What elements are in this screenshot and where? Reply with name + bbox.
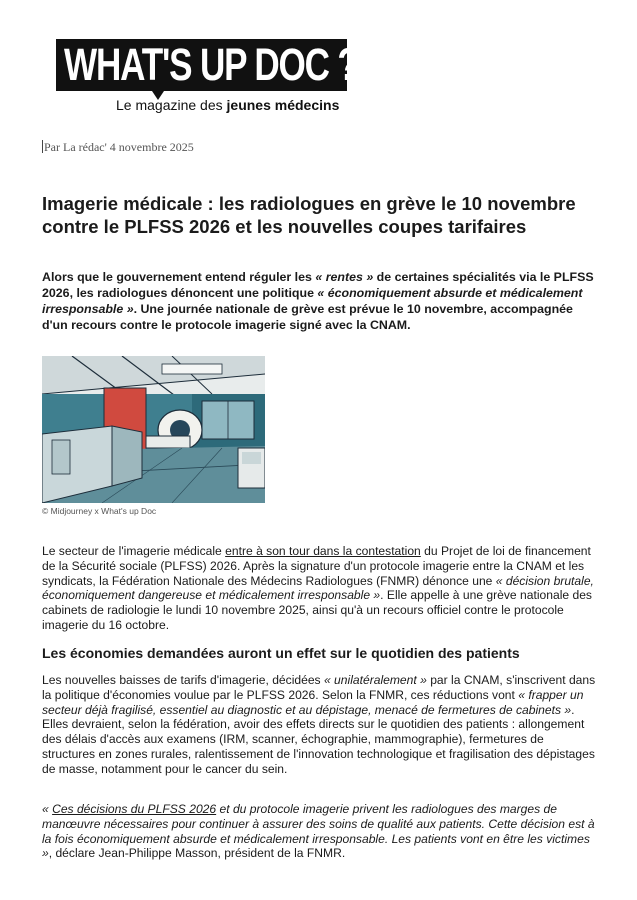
plfss-link[interactable]: Ces décisions du PLFSS 2026	[52, 802, 217, 816]
tagline-prefix: Le magazine des	[116, 97, 227, 113]
article-paragraph-1: Le secteur de l'imagerie médicale entre à son tour dans la contestation du Projet de loi de financement de la Sécurité sociale (PLFSS) 2026. Après la signature d'un protocole imagerie entre la CNAM et les syndicats, la Fédération Nationale des Médecins Radiologues (FNMR) dénonce une « décision brutale, économiquement dangereuse et médicalement irresponsable ». Elle appelle à une grève nationale des cabinets de radiologie le lundi 10 novembre 2025, ainsi qu'à un recours officiel contre le protocole imagerie du 16 octobre.	[42, 544, 594, 632]
tagline-bold: jeunes médecins	[226, 97, 340, 113]
article-lead: Alors que le gouvernement entend réguler les « rentes » de certaines spécialités via le PLFSS 2026, les radiologues dénoncent une politique « économiquement absurde et médicalement irresponsable ». Une journée nationale de grève est prévue le 10 novembre, accompagnée d'un recours contre le protocole imagerie signé avec la CNAM.	[42, 270, 594, 332]
article-paragraph-2: Les nouvelles baisses de tarifs d'imagerie, décidées « unilatéralement » par la CNAM, s'inscrivent dans la politique d'économies voulue par le PLFSS 2026. Selon la FNMR, ces réductions vont « frapper un secteur déjà fragilisé, essentiel au diagnostic et au dépistage, menacé de fermetures de cabinets ». Elles devraient, selon la fédération, avoir des effets directs sur le quotidien des patients : allongement des délais d'accès aux examens (IRM, scanner, échographie, mammographie), fermetures de structures en zones rurales, ralentissement de l'innovation technologique et fragilisation des dépistages de masse, notamment pour le cancer du sein.	[42, 673, 596, 776]
contestation-link[interactable]: entre à son tour dans la contestation	[225, 544, 421, 558]
logo-box	[56, 39, 358, 91]
site-tagline	[116, 97, 339, 113]
article-paragraph-3: « Ces décisions du PLFSS 2026 et du protocole imagerie privent les radiologues des marges de manœuvre nécessaires pour continuer à assurer des soins de qualité aux patients. Cette décision est à la fois économiquement absurde et médicalement irresponsable. Les patients vont en être les victimes », déclare Jean-Philippe Masson, président de la FNMR.	[42, 802, 595, 861]
article-hero-image	[42, 356, 265, 503]
site-logo[interactable]	[56, 39, 358, 91]
image-caption: © Midjourney x What's up Doc	[42, 506, 157, 516]
text-cursor	[42, 140, 43, 153]
article-title: Imagerie médicale : les radiologues en grève le 10 novembre contre le PLFSS 2026 et les nouvelles coupes tarifaires	[42, 193, 576, 237]
radiology-room-illustration	[42, 356, 265, 503]
byline-text: Par La rédac' 4 novembre 2025	[44, 140, 194, 154]
article-subheading: Les économies demandées auront un effet sur le quotidien des patients	[42, 645, 520, 661]
logo-text: WHAT'S UP DOC ?	[64, 39, 358, 90]
byline	[42, 140, 194, 155]
